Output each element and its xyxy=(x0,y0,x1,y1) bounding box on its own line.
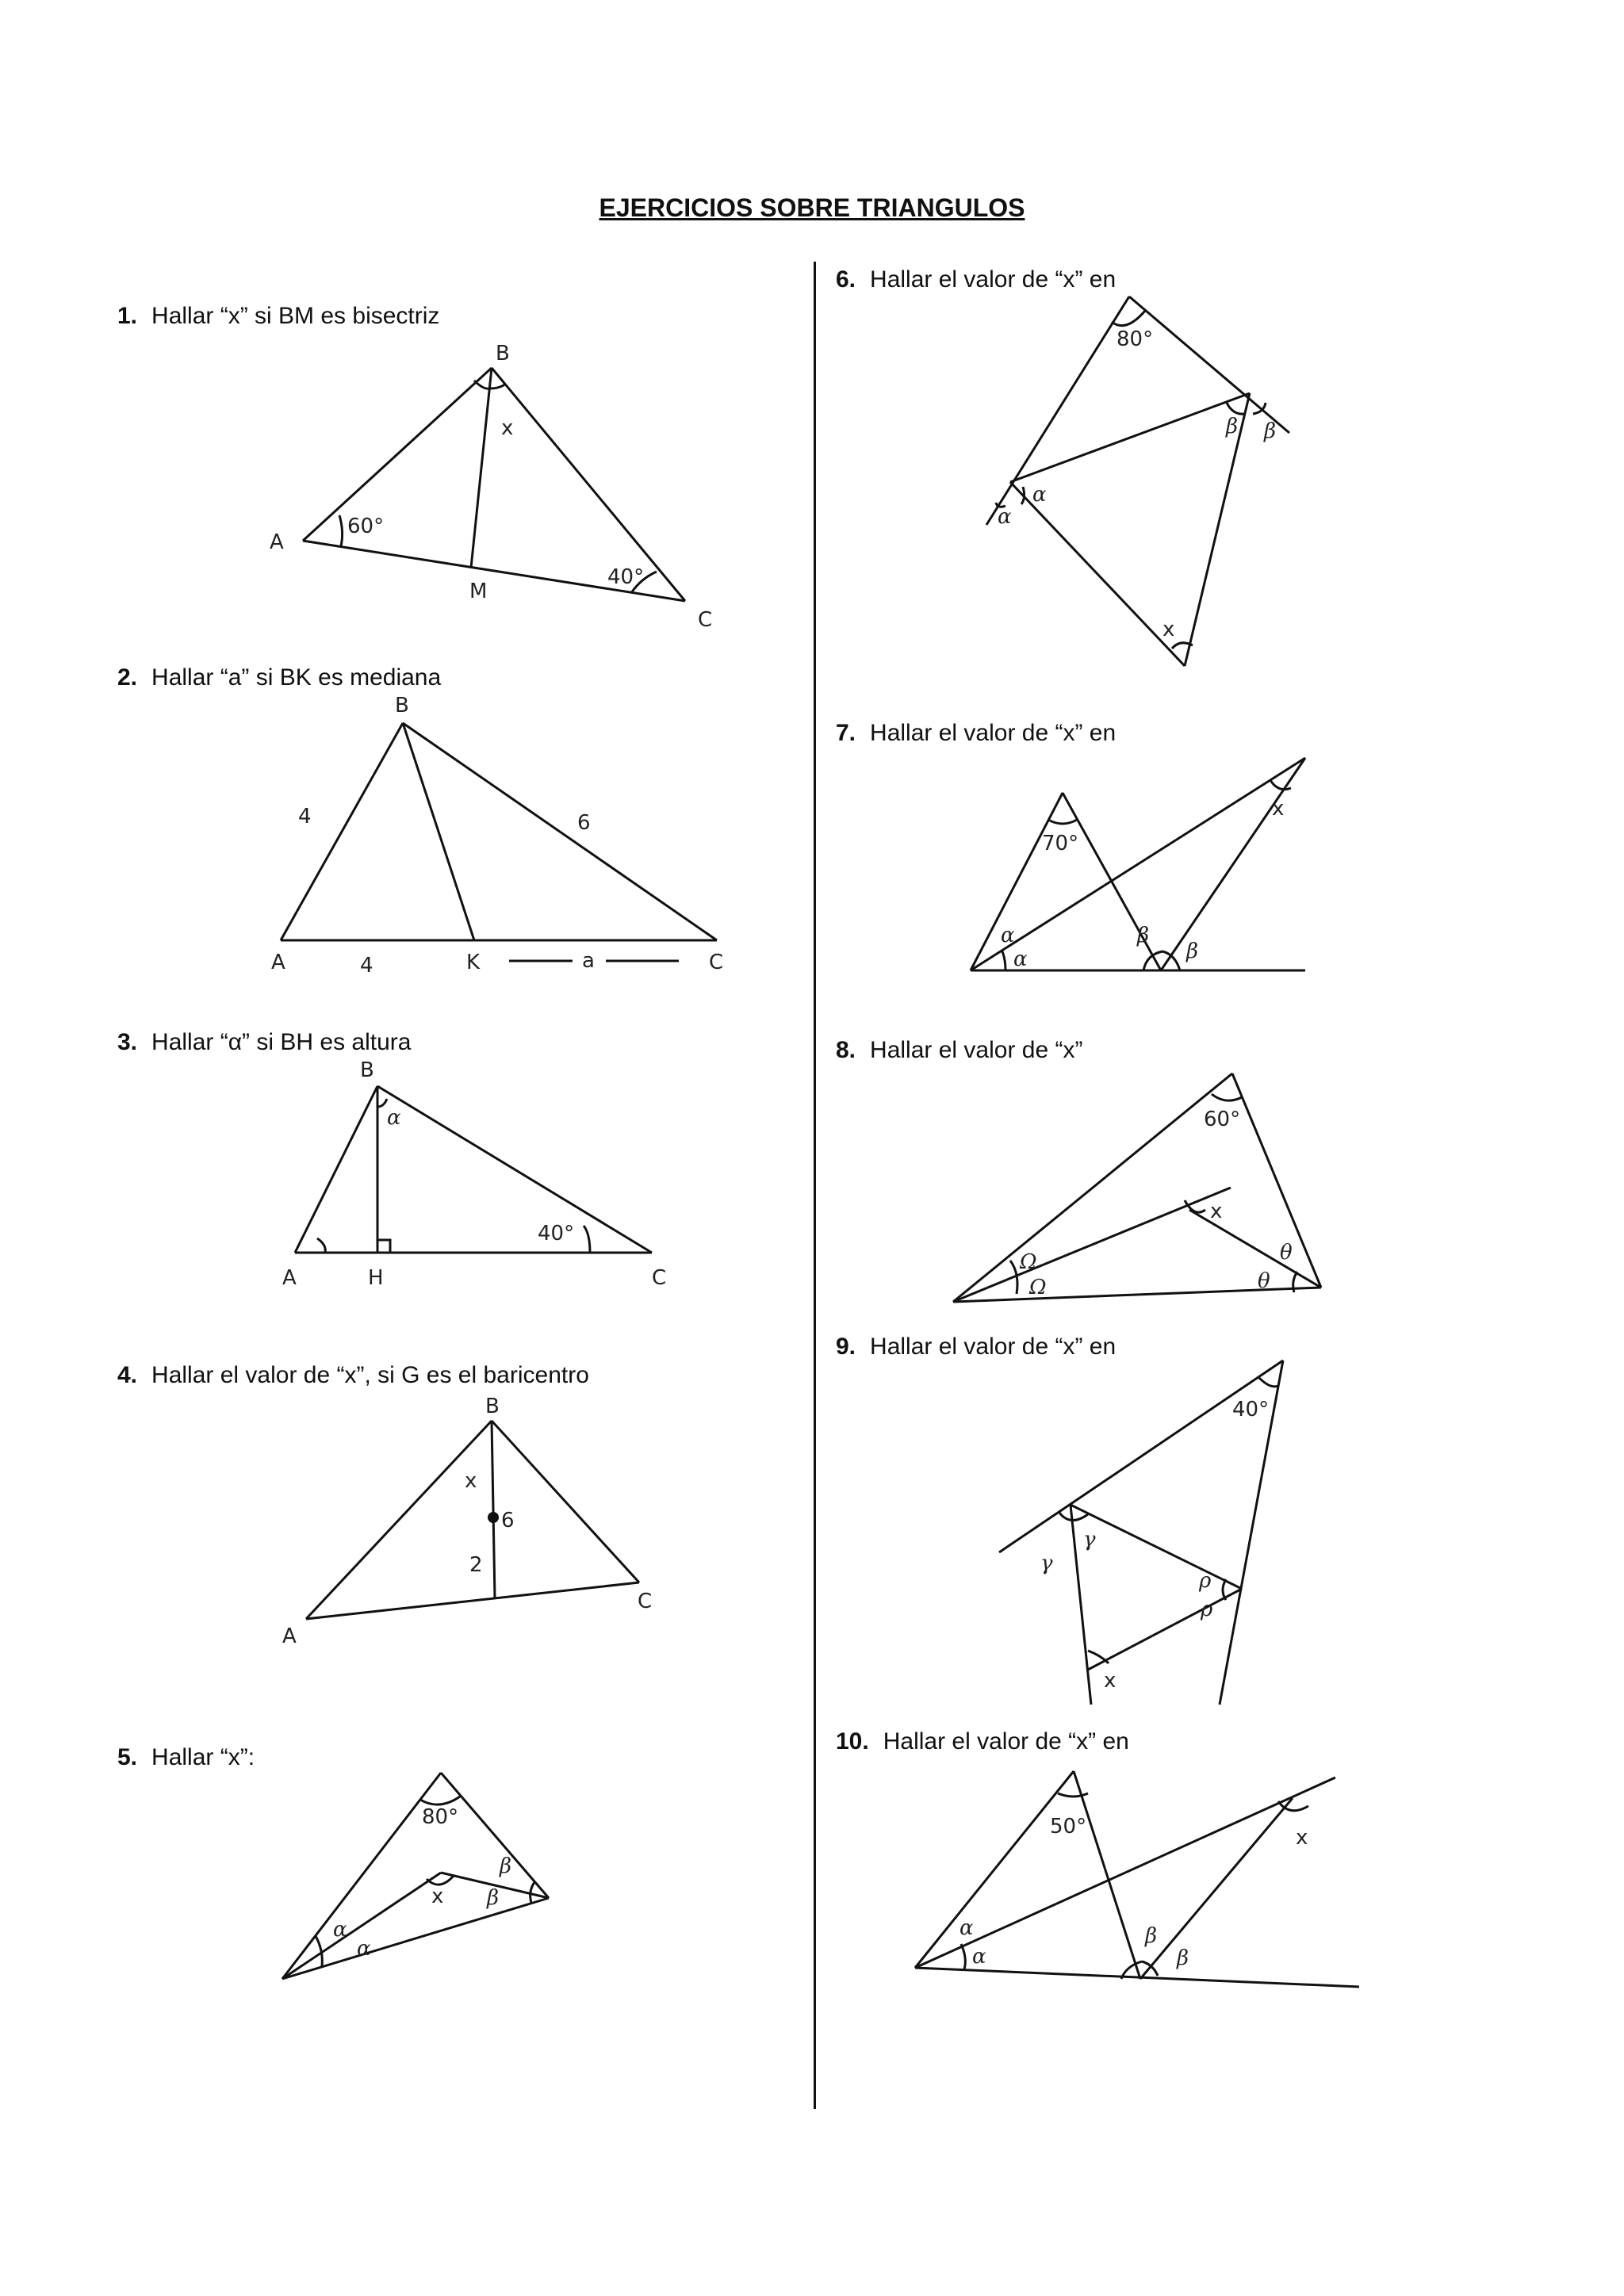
angle-label-theta-1: θ xyxy=(1280,1241,1293,1265)
angle-label-beta-2: β xyxy=(1264,419,1277,443)
angle-label-alpha: α xyxy=(387,1106,401,1130)
vertex-label-A: A xyxy=(282,1266,297,1290)
angle-label-beta-2: β xyxy=(1177,1946,1189,1970)
vertex-label-C: C xyxy=(709,951,724,974)
problem-text: Hallar “a” si BK es mediana xyxy=(151,664,442,691)
problem-number: 9. xyxy=(836,1334,856,1360)
centroid-point xyxy=(488,1512,499,1523)
problem-number: 7. xyxy=(836,720,856,746)
problem-number: 2. xyxy=(117,664,138,691)
problem-10-statement xyxy=(836,1728,1129,1755)
problem-7-statement xyxy=(836,720,1116,747)
angle-label-beta-1: β xyxy=(1137,924,1150,947)
problem-8-statement xyxy=(836,1037,1082,1064)
angle-label-rho-2: ρ xyxy=(1201,1598,1213,1621)
problem-text: Hallar el valor de “x” en xyxy=(870,266,1116,293)
segment-label-x: x xyxy=(465,1469,477,1493)
problem-number: 5. xyxy=(117,1744,138,1770)
vertex-label-B: B xyxy=(496,342,510,365)
problem-9-statement xyxy=(836,1334,1116,1360)
problem-number: 1. xyxy=(117,303,138,329)
problem-text: Hallar el valor de “x” en xyxy=(870,1334,1116,1360)
angle-label-beta-1: β xyxy=(500,1854,512,1878)
problem-number: 3. xyxy=(117,1029,138,1055)
figure-1-triangle-bisector xyxy=(262,341,737,642)
angle-label-alpha-2: α xyxy=(972,1945,986,1969)
side-label-BC: 6 xyxy=(577,811,591,835)
angle-label-omega-1: Ω xyxy=(1020,1250,1037,1274)
angle-label-80: 80° xyxy=(1116,327,1154,351)
vertex-label-C: C xyxy=(638,1590,653,1613)
side-label-AB: 4 xyxy=(298,805,312,828)
figure-7-bisectors xyxy=(959,752,1324,989)
angle-label-x: x xyxy=(1104,1669,1116,1693)
angle-label-alpha-1: α xyxy=(1032,483,1047,507)
angle-label-x: x xyxy=(1162,618,1175,641)
angle-label-x: x xyxy=(1296,1826,1308,1850)
vertex-label-A: A xyxy=(271,951,285,974)
segment-label-AK: 4 xyxy=(360,954,373,978)
angle-label-x: x xyxy=(1210,1200,1223,1223)
problem-number: 6. xyxy=(836,266,856,293)
figure-5-triangle-bisectors xyxy=(270,1760,571,1998)
angle-label-alpha-1: α xyxy=(333,1918,347,1942)
angle-label-beta-2: β xyxy=(487,1886,500,1910)
angle-label-rho-1: ρ xyxy=(1199,1569,1212,1593)
vertex-label-B: B xyxy=(360,1058,374,1082)
angle-label-A: 60° xyxy=(347,515,385,538)
angle-label-omega-2: Ω xyxy=(1029,1276,1047,1299)
angle-label-C: 40° xyxy=(607,565,645,589)
figure-8-bisectors xyxy=(944,1062,1340,1316)
figure-6-exterior-bisectors xyxy=(975,287,1308,675)
angle-label-alpha-2: α xyxy=(998,505,1012,529)
angle-label-theta-2: θ xyxy=(1258,1269,1270,1293)
page-title: EJERCICIOS SOBRE TRIANGULOS xyxy=(599,193,1025,222)
angle-label-beta-1: β xyxy=(1145,1924,1158,1948)
vertex-label-A: A xyxy=(282,1624,297,1648)
angle-label-alpha-1: α xyxy=(1001,924,1015,947)
problem-2-statement xyxy=(117,664,441,691)
angle-label-gamma-2: γ xyxy=(1083,1528,1096,1552)
angle-label-50: 50° xyxy=(1050,1815,1087,1839)
problem-text: Hallar el valor de “x” xyxy=(870,1037,1083,1063)
angle-label-80: 80° xyxy=(422,1805,459,1829)
figure-10-bisectors xyxy=(912,1760,1372,2006)
figure-4-triangle-centroid xyxy=(270,1387,682,1649)
angle-label-beta-1: β xyxy=(1226,415,1239,438)
problem-1-statement xyxy=(117,303,439,330)
figure-9-exterior-bisectors xyxy=(991,1357,1308,1714)
vertex-label-A: A xyxy=(270,530,284,554)
segment-label-6: 6 xyxy=(501,1509,515,1533)
vertex-label-C: C xyxy=(698,608,713,632)
problem-text: Hallar el valor de “x”, si G es el baricentro xyxy=(151,1362,589,1388)
problem-4-statement xyxy=(117,1362,589,1389)
point-label-K: K xyxy=(466,951,481,974)
point-label-M: M xyxy=(469,580,488,603)
angle-label-x: x xyxy=(1272,797,1285,821)
angle-label-alpha-1: α xyxy=(959,1916,974,1940)
point-label-H: H xyxy=(368,1266,384,1290)
vertex-label-B: B xyxy=(485,1395,500,1418)
angle-label-x: x xyxy=(501,416,514,440)
angle-label-alpha-2: α xyxy=(357,1937,371,1961)
problem-text: Hallar el valor de “x” en xyxy=(883,1728,1129,1755)
angle-label-70: 70° xyxy=(1042,832,1079,855)
angle-label-60: 60° xyxy=(1204,1108,1241,1131)
segment-label-KC: a xyxy=(582,949,595,973)
problem-text: Hallar “α” si BH es altura xyxy=(151,1029,412,1055)
vertex-label-B: B xyxy=(395,694,409,718)
problem-number: 8. xyxy=(836,1037,856,1063)
angle-label-gamma-1: γ xyxy=(1040,1552,1053,1575)
angle-label-beta-2: β xyxy=(1186,939,1199,963)
angle-label-C: 40° xyxy=(538,1222,575,1246)
problem-text: Hallar “x” si BM es bisectriz xyxy=(151,303,440,329)
vertex-label-C: C xyxy=(652,1266,667,1290)
problem-text: Hallar “x”: xyxy=(151,1744,255,1770)
angle-label-x: x xyxy=(431,1885,444,1908)
angle-label-40: 40° xyxy=(1232,1398,1270,1422)
problem-5-statement xyxy=(117,1744,255,1771)
column-divider xyxy=(814,262,816,2109)
problem-3-statement xyxy=(117,1029,411,1056)
segment-label-2: 2 xyxy=(469,1553,483,1577)
problem-number: 4. xyxy=(117,1362,138,1388)
figure-2-triangle-median xyxy=(262,690,753,983)
problem-text: Hallar el valor de “x” en xyxy=(870,720,1116,746)
problem-number: 10. xyxy=(836,1728,869,1755)
figure-3-triangle-altitude xyxy=(270,1054,714,1300)
angle-label-alpha-2: α xyxy=(1013,947,1028,971)
